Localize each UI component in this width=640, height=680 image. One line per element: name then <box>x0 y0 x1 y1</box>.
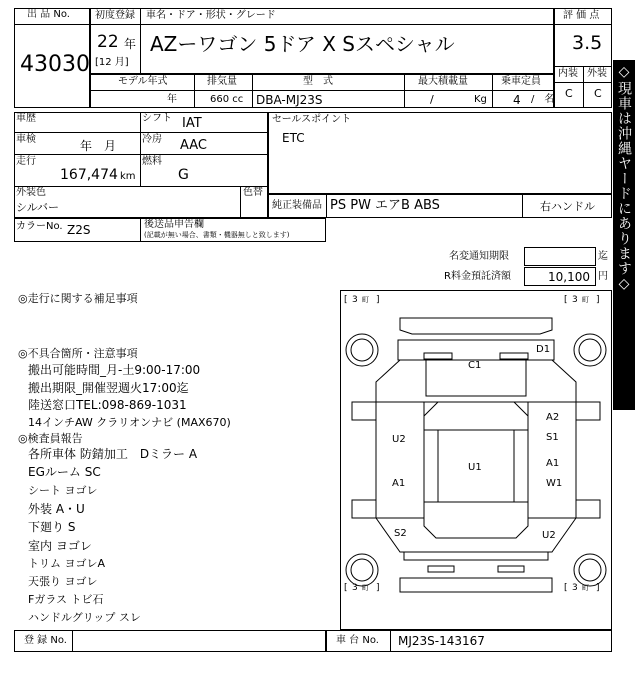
svg-text:]: ] <box>376 295 380 305</box>
defect-line: 搬出期限_開催翌週火17:00迄 <box>28 381 189 395</box>
color-label: 外装色 <box>16 187 46 198</box>
ac-label: 冷房 <box>142 134 162 145</box>
handle-side: 右ハンドル <box>540 200 595 213</box>
lot-no: 43030 <box>20 52 90 77</box>
year-unit: 年 <box>124 37 137 51</box>
inspector-line: 天張り ヨゴレ <box>28 575 98 588</box>
inspector-line: 下廻り S <box>28 520 76 534</box>
defect-line: 陸送窓口TEL:098-869-1031 <box>28 398 187 412</box>
damage-mark: A2 <box>546 412 560 423</box>
corner-label-tl <box>344 295 380 305</box>
inspector-line: 各所車体 防錆加工 Dミラー A <box>28 447 198 461</box>
exterior-grade: C <box>594 87 602 100</box>
first-reg-year: 22 <box>97 32 119 52</box>
color-no-label: カラーNo. <box>16 221 63 232</box>
damage-mark: U2 <box>392 434 406 445</box>
max-load: / <box>430 93 434 106</box>
max-load-label: 最大積載量 <box>418 76 468 87</box>
transfer-deadline-unit: 迄 <box>598 251 608 262</box>
damage-mark: S1 <box>546 432 559 443</box>
driving-notes-label: ◎走行に関する補足事項 <box>18 292 138 305</box>
svg-text:[: [ <box>344 295 348 305</box>
damage-mark: A1 <box>392 478 406 489</box>
transfer-deadline-value <box>524 247 596 266</box>
defects-label: ◎不具合箇所・注意事項 <box>18 347 138 360</box>
chassis-no-value: MJ23S-143167 <box>398 634 485 648</box>
equipment-label: 純正装備品 <box>272 200 322 211</box>
inspection-label: 車検 <box>16 134 36 145</box>
mileage-label: 走行 <box>16 156 36 167</box>
recycle-fee-label: R料金預託済額 <box>444 271 511 282</box>
mileage-value: 167,474 <box>60 167 118 183</box>
corner-unit: 町 <box>582 584 589 592</box>
corner-num: 3 <box>572 295 578 305</box>
capacity-unit: / 名 <box>531 94 555 105</box>
corner-label-tr <box>564 295 600 305</box>
svg-text:]: ] <box>596 583 600 593</box>
corner-num: 3 <box>352 583 358 593</box>
interior-grade: C <box>565 87 573 100</box>
history-label: 車歴 <box>16 113 36 124</box>
svg-text:[: [ <box>344 583 348 593</box>
inspector-line: ハンドルグリップ スレ <box>28 611 141 624</box>
damage-mark: W1 <box>546 478 563 489</box>
model-year-unit: 年 <box>167 94 177 105</box>
model-type: DBA-MJ23S <box>256 93 323 107</box>
car-damage-diagram <box>340 290 612 630</box>
displacement: 660 cc <box>210 94 244 105</box>
mileage-unit: km <box>120 171 136 182</box>
inspector-line: 室内 ヨゴレ <box>28 539 92 553</box>
car-name-label: 車名・ドア・形状・グレード <box>146 10 276 21</box>
corner-unit: 町 <box>362 296 369 304</box>
car-name: AZーワゴン 5ドア X Sスペシャル <box>150 32 455 56</box>
svg-text:]: ] <box>596 295 600 305</box>
damage-mark: U1 <box>468 462 482 473</box>
first-reg-label: 初度登録 <box>95 10 135 21</box>
inspector-line: Fガラス トビ石 <box>28 593 104 606</box>
inspector-line: トリム ヨゴレA <box>28 557 106 570</box>
shift-label: シフト <box>142 113 172 124</box>
inspector-line: シート ヨゴレ <box>28 484 98 497</box>
damage-mark: U2 <box>542 530 556 541</box>
inspector-line: 外装 A・U <box>28 502 85 516</box>
aftermarket-label: 後送品申告欄 <box>144 219 204 230</box>
aftermarket-note: (記載が無い場合、書類・機器無しと致します) <box>144 231 290 239</box>
inspector-line: EGルーム SC <box>28 465 101 479</box>
damage-mark: A1 <box>546 458 560 469</box>
interior-label: 内装 <box>558 68 578 79</box>
displacement-label: 排気量 <box>207 76 237 87</box>
capacity-label: 乗車定員 <box>501 76 541 87</box>
corner-num: 3 <box>352 295 358 305</box>
corner-unit: 町 <box>362 584 369 592</box>
score-value: 3.5 <box>572 32 603 54</box>
location-banner <box>613 60 635 410</box>
capacity: 4 <box>513 93 521 107</box>
first-reg-month: [12 月] <box>95 57 129 68</box>
defect-line: 14インチAW クラリオンナビ (MAX670) <box>28 416 231 429</box>
corner-num: 3 <box>572 583 578 593</box>
lot-no-label: 出 品 No. <box>27 9 70 20</box>
location-text: ◇現車は沖縄ヤードにあります◇ <box>616 64 632 293</box>
transfer-deadline-label: 名変通知期限 <box>449 251 509 262</box>
recolor-label: 色替 <box>243 187 263 198</box>
exterior-label: 外装 <box>587 68 607 79</box>
reg-no-label: 登 録 No. <box>24 635 67 646</box>
equipment-value: PS PW エアB ABS <box>330 198 440 213</box>
sales-point-value: ETC <box>282 131 305 145</box>
ac-value: AAC <box>180 138 207 153</box>
fuel-label: 燃料 <box>142 156 162 167</box>
color-no-value: Z2S <box>67 223 91 237</box>
corner-label-bl <box>344 583 380 593</box>
model-year-label: モデル年式 <box>118 76 168 87</box>
recycle-fee-unit: 円 <box>598 271 608 282</box>
defect-line: 搬出可能時間_月-土9:00-17:00 <box>28 363 201 377</box>
corner-label-br <box>564 583 600 593</box>
max-load-unit: Kg <box>474 94 487 105</box>
svg-text:]: ] <box>376 583 380 593</box>
sales-point-label: セールスポイント <box>272 114 352 125</box>
damage-mark: D1 <box>536 344 551 355</box>
color-value: シルバー <box>16 201 59 214</box>
shift-value: IAT <box>182 116 202 131</box>
score-label: 評 価 点 <box>563 10 600 21</box>
fuel-value: G <box>178 167 189 183</box>
recycle-fee-value: 10,100 <box>548 270 590 284</box>
svg-text:[: [ <box>564 295 568 305</box>
damage-mark: C1 <box>468 360 482 371</box>
type-label: 型 式 <box>303 76 333 87</box>
inspection-value: 年 月 <box>80 139 117 153</box>
chassis-no-label: 車 台 No. <box>336 635 379 646</box>
damage-mark: S2 <box>394 528 407 539</box>
corner-unit: 町 <box>582 296 589 304</box>
inspector-label: ◎検査員報告 <box>18 432 83 445</box>
svg-text:[: [ <box>564 583 568 593</box>
